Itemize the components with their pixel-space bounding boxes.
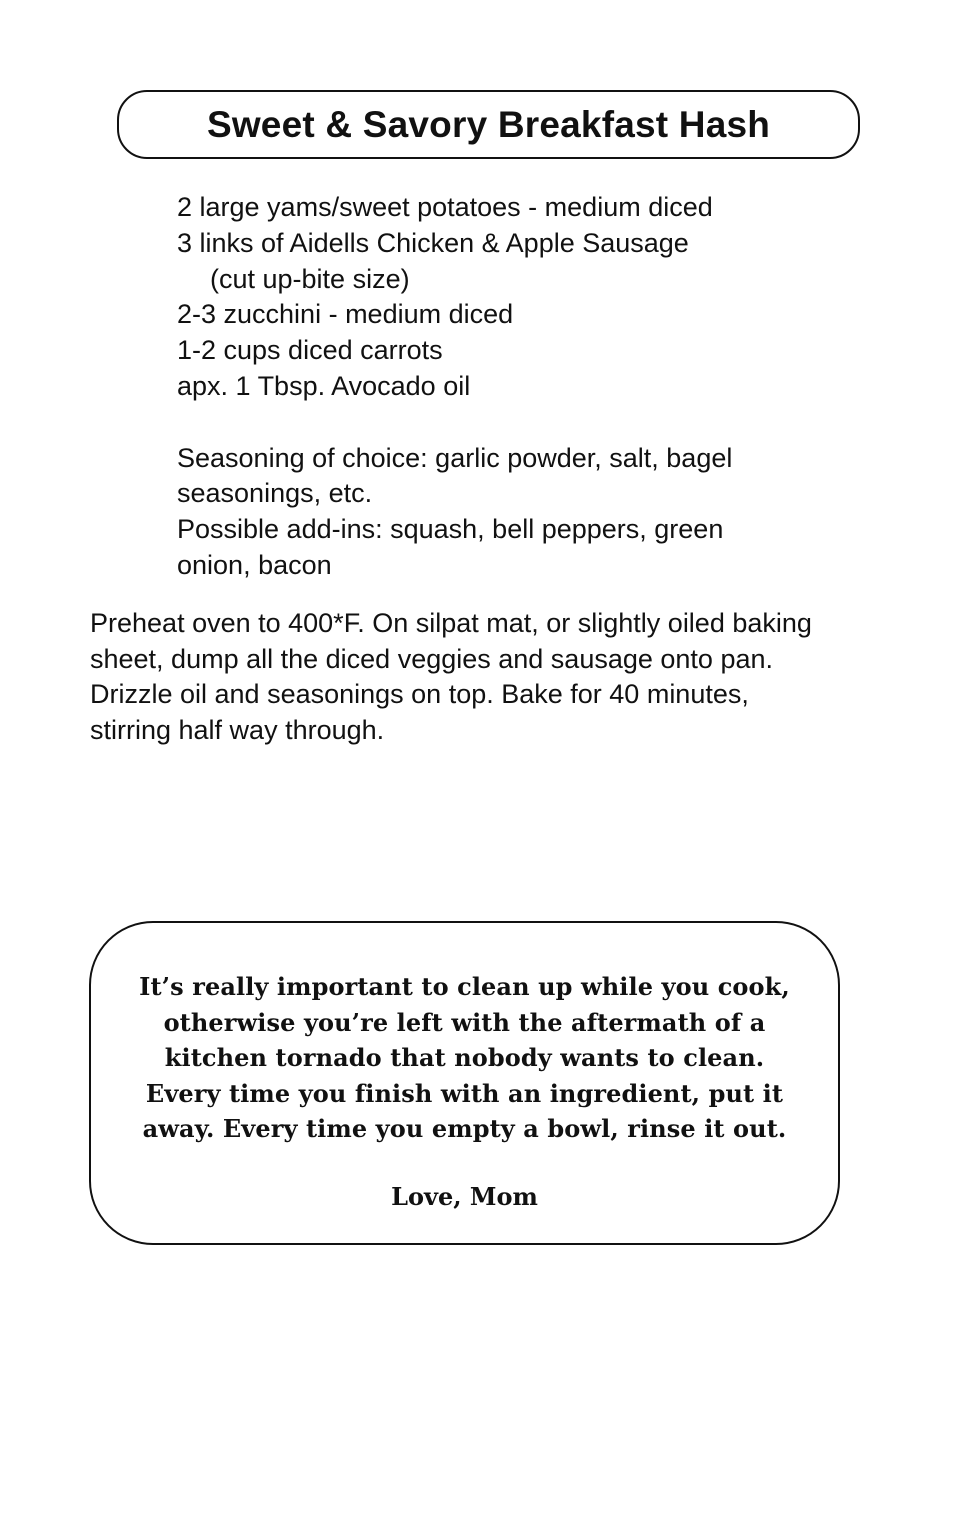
ingredient-list: [177, 190, 897, 584]
ingredient-line: apx. 1 Tbsp. Avocado oil: [177, 370, 471, 401]
seasoning-note-line: seasonings, etc.: [177, 478, 373, 509]
mom-note-line: otherwise you’re left with the aftermath of a: [163, 1007, 766, 1037]
ingredient-line: 1-2 cups diced carrots: [177, 335, 443, 366]
mom-note-line: kitchen tornado that nobody wants to clean.: [164, 1043, 765, 1073]
seasoning-note-line: Possible add-ins: squash, bell peppers, green: [177, 514, 724, 545]
ingredient-line: 2 large yams/sweet potatoes - medium diced: [177, 192, 713, 222]
instruction-line: sheet, dump all the diced veggies and sausage onto pan.: [90, 643, 773, 674]
ingredient-line: 2-3 zucchini - medium diced: [177, 299, 514, 330]
seasoning-note-line: onion, bacon: [177, 549, 332, 580]
mom-note-line: Every time you finish with an ingredient, put it: [145, 1078, 784, 1108]
ingredient-line: 3 links of Aidells Chicken & Apple Sausage: [177, 227, 689, 258]
recipe-title: Sweet & Savory Breakfast Hash: [206, 103, 771, 145]
instruction-line: stirring half way through.: [90, 714, 385, 745]
ingredient-line: (cut up-bite size): [210, 263, 410, 294]
instructions: [90, 606, 920, 748]
mom-note-box: [89, 921, 840, 1245]
mom-note-line: It’s really important to clean up while you cook,: [139, 972, 790, 1001]
seasoning-note-line: Seasoning of choice: garlic powder, salt, bagel: [177, 442, 733, 473]
mom-note-text: [91, 969, 838, 1147]
mom-signature: Love, Mom: [391, 1182, 538, 1211]
instruction-line: Drizzle oil and seasonings on top. Bake for 40 minutes,: [90, 679, 749, 709]
spacer: [177, 405, 897, 441]
mom-note-line: away. Every time you empty a bowl, rinse it out.: [142, 1114, 787, 1144]
title-box: [117, 90, 860, 159]
instruction-line: Preheat oven to 400*F. On silpat mat, or slightly oiled baking: [90, 608, 812, 638]
